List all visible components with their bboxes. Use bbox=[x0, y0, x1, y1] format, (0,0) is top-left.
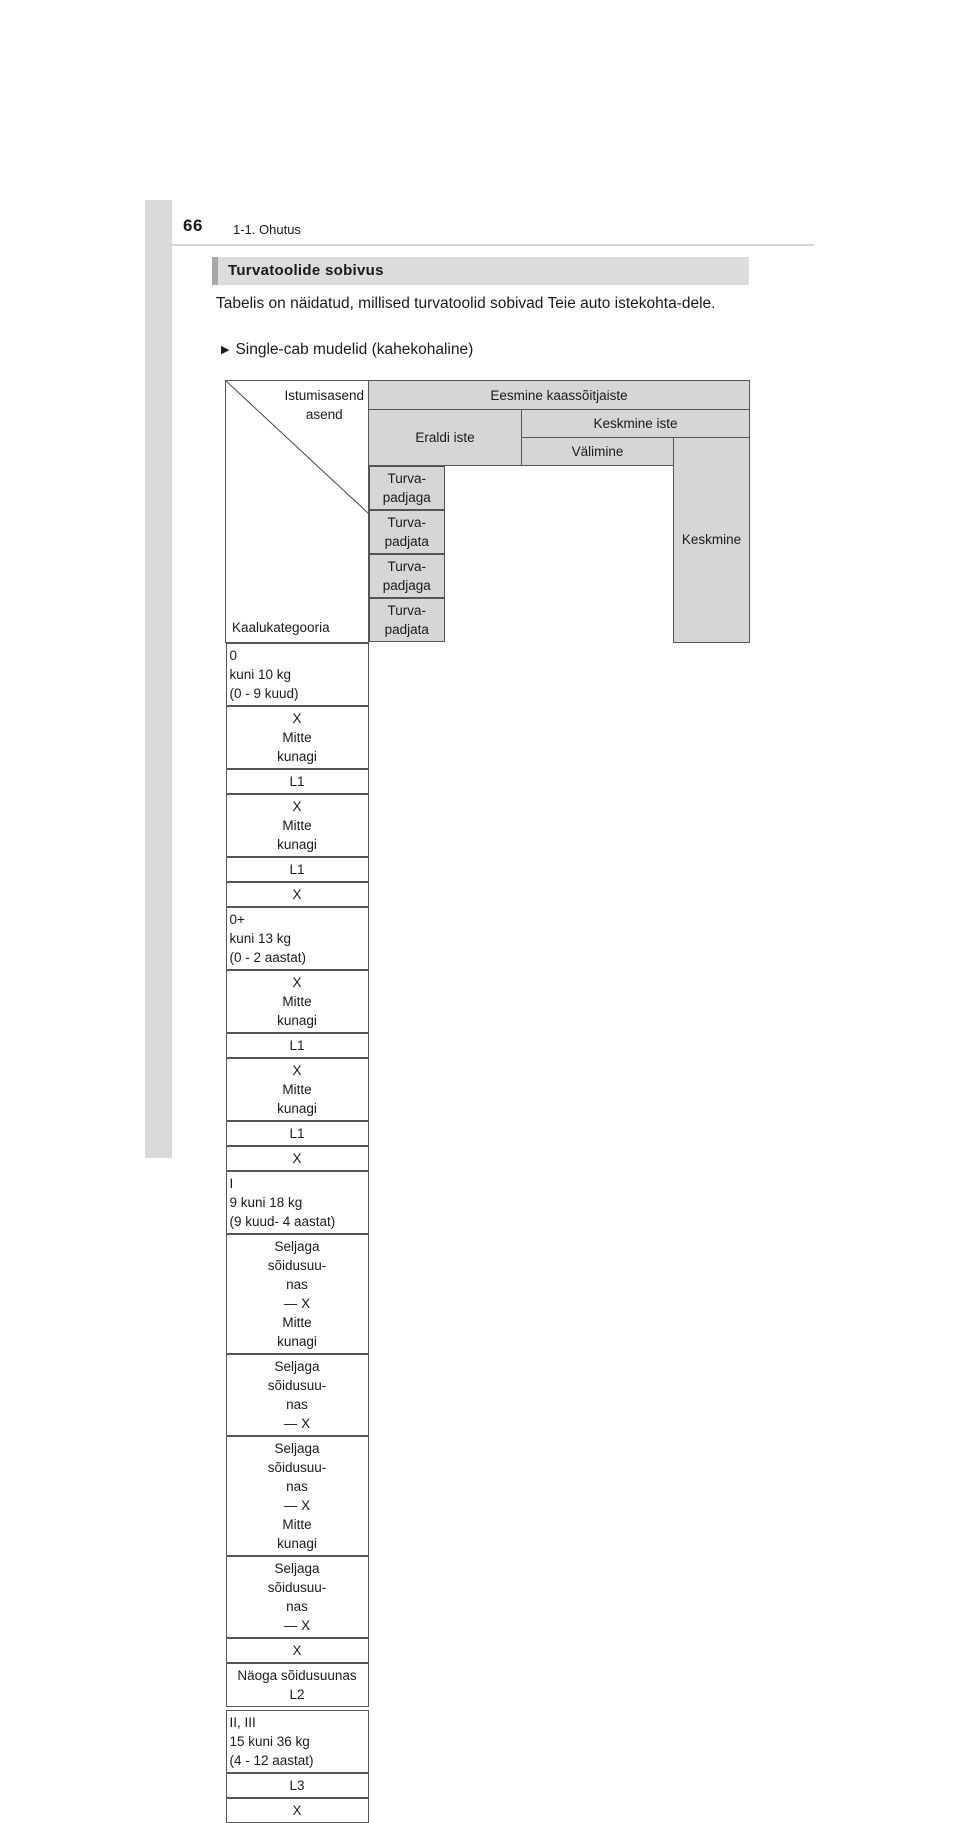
table-cell: Seljaga sõidusuu- nas — X Mitte kunagi bbox=[226, 1234, 369, 1354]
table-cell: X Mitte kunagi bbox=[226, 706, 369, 769]
corner-label-category: Kaalukategooria bbox=[232, 619, 330, 635]
corner-label-position: Istumisasend asend bbox=[284, 388, 364, 422]
section-title: Turvatoolide sobivus bbox=[228, 262, 384, 279]
bullet-text: Single-cab mudelid (kahekohaline) bbox=[235, 341, 474, 358]
header-center: Keskmine bbox=[674, 438, 750, 643]
table-cell: X Mitte kunagi bbox=[226, 970, 369, 1033]
table-cell: L1 bbox=[226, 1033, 369, 1058]
bullet-item bbox=[221, 341, 473, 359]
table-corner-cell bbox=[226, 381, 369, 643]
header-without-airbag: Turva- padjata bbox=[369, 598, 445, 642]
table-cell: Seljaga sõidusuu- nas — X Mitte kunagi bbox=[226, 1436, 369, 1556]
chapter-title: 1-1. Ohutus bbox=[233, 222, 301, 237]
table-cell: L1 bbox=[226, 857, 369, 882]
table-cell: L1 bbox=[226, 769, 369, 794]
header-front-passenger-seat: Eesmine kaassõitjaiste bbox=[369, 381, 750, 410]
table-cell: X bbox=[226, 1638, 369, 1663]
table-cell: X bbox=[226, 1798, 369, 1823]
table-row bbox=[226, 1710, 750, 1823]
side-margin-bar bbox=[145, 200, 172, 1158]
triangle-right-icon: ▶ bbox=[221, 344, 230, 356]
header-divider bbox=[172, 244, 814, 246]
table-cell-merged: L3 bbox=[226, 1773, 369, 1798]
header-with-airbag: Turva- padjaga bbox=[369, 466, 445, 510]
header-with-airbag: Turva- padjaga bbox=[369, 554, 445, 598]
table-cell: X Mitte kunagi bbox=[226, 1058, 369, 1121]
table-cell: Seljaga sõidusuu- nas — X bbox=[226, 1556, 369, 1638]
table-cell: X bbox=[226, 882, 369, 907]
table-row bbox=[226, 907, 750, 1171]
table-row bbox=[226, 1663, 750, 1710]
intro-paragraph: Tabelis on näidatud, millised turvatoolid sobivad Teie auto istekohta-dele. bbox=[216, 295, 716, 312]
header-separate-seat: Eraldi iste bbox=[369, 410, 522, 466]
category-cell: 0 kuni 10 kg (0 - 9 kuud) bbox=[226, 643, 369, 706]
page-number: 66 bbox=[183, 216, 203, 235]
section-heading-bar bbox=[212, 257, 749, 285]
header-outer: Välimine bbox=[522, 438, 674, 466]
table-row bbox=[226, 642, 750, 907]
table-cell: X bbox=[226, 1146, 369, 1171]
table-cell: X Mitte kunagi bbox=[226, 794, 369, 857]
header-middle-seat: Keskmine iste bbox=[522, 410, 750, 438]
table-cell-forward-facing: Näoga sõidusuunas L2 bbox=[226, 1663, 369, 1707]
category-cell: II, III 15 kuni 36 kg (4 - 12 aastat) bbox=[226, 1710, 369, 1773]
table-cell: Seljaga sõidusuu- nas — X bbox=[226, 1354, 369, 1436]
category-cell: I 9 kuni 18 kg (9 kuud- 4 aastat) bbox=[226, 1171, 369, 1234]
child-seat-table bbox=[225, 380, 750, 1823]
header-without-airbag: Turva- padjata bbox=[369, 510, 445, 554]
table-cell: L1 bbox=[226, 1121, 369, 1146]
table-row bbox=[226, 1171, 750, 1663]
category-cell: 0+ kuni 13 kg (0 - 2 aastat) bbox=[226, 907, 369, 970]
